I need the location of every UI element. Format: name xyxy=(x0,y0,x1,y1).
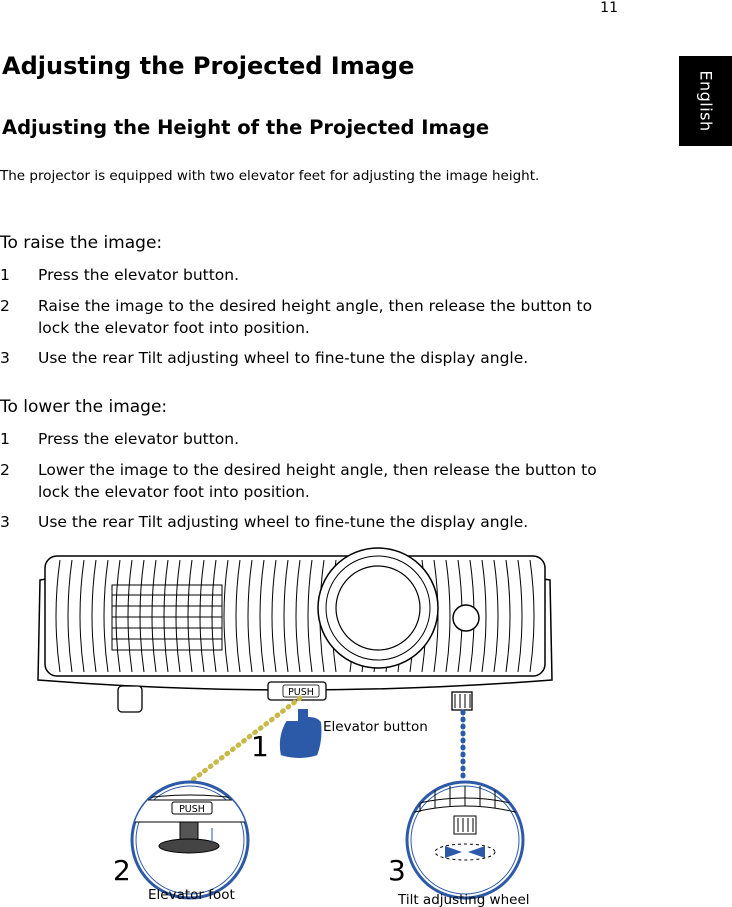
raise-step-1 xyxy=(0,264,623,286)
raise-heading: To raise the image: xyxy=(0,233,163,253)
callout-1-label: Elevator button xyxy=(323,719,428,735)
callout-3-number: 3 xyxy=(388,854,406,887)
tilt-wheel-detail xyxy=(400,782,530,898)
callout-2-label: Elevator foot xyxy=(148,887,235,903)
step-text: Use the rear Tilt adjusting wheel to fine-tune the display angle. xyxy=(38,513,529,531)
step-number: 3 xyxy=(0,513,10,531)
front-left-foot xyxy=(118,686,142,712)
lower-step-2 xyxy=(0,459,623,503)
step-text: Lower the image to the desired height angle, then release the button to lock the elevator foot into position. xyxy=(38,461,597,501)
step-number: 1 xyxy=(0,430,10,448)
callout-3-label: Tilt adjusting wheel xyxy=(398,892,530,907)
language-tab xyxy=(679,56,732,146)
step-number: 2 xyxy=(0,297,10,315)
step-text: Press the elevator button. xyxy=(38,430,240,448)
step-text: Use the rear Tilt adjusting wheel to fine-tune the display angle. xyxy=(38,349,529,367)
pressing-hand-icon xyxy=(279,708,323,759)
elevator-button xyxy=(268,682,326,700)
page-number: 11 xyxy=(600,0,618,16)
section-title: Adjusting the Height of the Projected Image xyxy=(2,116,490,139)
lower-step-3 xyxy=(0,511,623,533)
step-number: 1 xyxy=(0,266,10,284)
step-number: 2 xyxy=(0,461,10,479)
callout-1-number: 1 xyxy=(251,730,269,763)
lower-heading: To lower the image: xyxy=(0,397,168,417)
step-text: Press the elevator button. xyxy=(38,266,240,284)
step-number: 3 xyxy=(0,349,10,367)
push-label: PUSH xyxy=(179,804,205,815)
sensor-window xyxy=(453,605,479,631)
projector-body xyxy=(38,548,552,690)
page-title: Adjusting the Projected Image xyxy=(2,52,415,80)
elevator-foot-detail xyxy=(120,782,260,898)
raise-step-3 xyxy=(0,347,623,369)
push-label: PUSH xyxy=(288,687,314,698)
callout-2-number: 2 xyxy=(113,854,131,887)
projector-illustration xyxy=(0,540,732,907)
language-tab-label: English xyxy=(696,70,715,132)
intro-paragraph: The projector is equipped with two elevator feet for adjusting the image height. xyxy=(0,168,540,184)
lower-step-1 xyxy=(0,428,623,450)
callout-leaders xyxy=(190,698,463,782)
raise-step-2 xyxy=(0,295,623,339)
step-text: Raise the image to the desired height angle, then release the button to lock the elevator foot into position. xyxy=(38,297,593,337)
lens xyxy=(318,548,438,668)
